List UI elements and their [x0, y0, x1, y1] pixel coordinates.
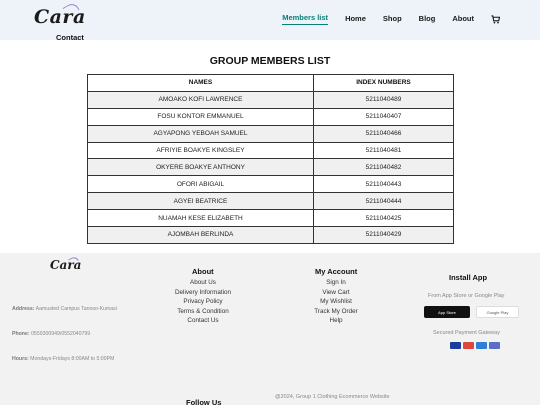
about-links	[168, 279, 238, 326]
table-row	[88, 108, 454, 125]
brand-logo[interactable]	[34, 6, 86, 28]
members-table-body	[88, 91, 454, 243]
member-index-cell: 5211040466	[314, 125, 454, 142]
footer-link-my-wishlist[interactable]: My Wishlist	[320, 298, 352, 306]
follow-us-title: Follow Us	[186, 398, 222, 405]
member-index-cell: 5211040443	[314, 176, 454, 193]
footer-logo-text: Cara	[50, 258, 82, 272]
mastercard-icon	[463, 342, 474, 349]
member-name-cell: AMOAKO KOFI LAWRENCE	[88, 91, 314, 108]
about-title: About	[192, 267, 214, 276]
nav-home[interactable]: Home	[345, 13, 366, 23]
visa-icon	[450, 342, 461, 349]
contact-address	[12, 306, 117, 312]
member-name-cell: OFORI ABIGAIL	[88, 176, 314, 193]
contact-title: Contact	[56, 33, 84, 42]
phone-value: 0559300949/0552040799	[31, 331, 91, 337]
footer-link-sign-in[interactable]: Sign In	[326, 279, 346, 286]
nav-about[interactable]: About	[452, 13, 474, 23]
member-index-cell: 5211040429	[314, 227, 454, 244]
member-name-cell: AFRIYIE BOAKYE KINGSLEY	[88, 142, 314, 159]
app-store-label: App Store	[438, 309, 456, 315]
member-index-cell: 5211040489	[314, 91, 454, 108]
table-row	[88, 91, 454, 108]
table-row	[88, 176, 454, 193]
table-row	[88, 125, 454, 142]
account-title: My Account	[315, 267, 358, 276]
member-index-cell: 5211040482	[314, 159, 454, 176]
table-row	[88, 159, 454, 176]
table-row	[88, 193, 454, 210]
members-table	[87, 74, 454, 244]
nav-blog[interactable]: Blog	[418, 13, 436, 23]
member-index-cell: 5211040444	[314, 193, 454, 210]
google-play-button[interactable]	[476, 306, 519, 318]
page-title: GROUP MEMBERS LIST	[209, 55, 331, 67]
phone-label: Phone:	[12, 331, 30, 337]
contact-phone	[12, 331, 90, 337]
hours-value: Mondays-Fridays 8:00AM to 5:00PM	[30, 356, 115, 362]
footer-link-help[interactable]: Help	[329, 317, 343, 325]
member-name-cell: AGYEI BEATRICE	[88, 193, 314, 210]
payment-gateway-text: Secured Payment Gateway	[433, 330, 500, 336]
table-row	[88, 142, 454, 159]
install-app-title: Install App	[449, 273, 488, 282]
nav-members-list[interactable]: Members list	[282, 13, 328, 25]
address-value: Aamusted Campus Tanoso-Kumasi	[35, 306, 117, 312]
footer-logo[interactable]	[50, 258, 81, 272]
table-row	[88, 227, 454, 244]
footer-link-terms-condition[interactable]: Terms & Condition	[177, 307, 229, 315]
contact-hours	[12, 356, 114, 362]
payment-cards	[450, 342, 500, 349]
table-header-row	[88, 75, 454, 92]
footer-link-privacy-policy[interactable]: Privacy Policy	[183, 298, 223, 306]
hours-label: Hours:	[12, 356, 29, 362]
maestro-icon	[476, 342, 487, 349]
brand-logo-text: Cara	[34, 6, 86, 28]
google-play-label: Google Play	[486, 309, 509, 315]
member-name-cell: FOSU KONTOR EMMANUEL	[88, 108, 314, 125]
member-name-cell: AJOMBAH BERLINDA	[88, 227, 314, 244]
nav-shop[interactable]: Shop	[382, 13, 402, 23]
column-header-index: INDEX NUMBERS	[314, 75, 454, 92]
column-header-names: NAMES	[88, 75, 314, 92]
card-icon	[489, 342, 500, 349]
member-index-cell: 5211040407	[314, 108, 454, 125]
cart-icon[interactable]	[491, 15, 500, 24]
table-row	[88, 210, 454, 227]
member-index-cell: 5211040481	[314, 142, 454, 159]
footer-link-about-us[interactable]: About Us	[190, 279, 216, 286]
member-name-cell: OKYERE BOAKYE ANTHONY	[88, 159, 314, 176]
footer-link-track-my-order[interactable]: Track My Order	[314, 307, 358, 315]
member-index-cell: 5211040425	[314, 210, 454, 227]
main-nav	[282, 13, 500, 25]
app-store-button[interactable]	[424, 306, 470, 318]
copyright-text: @2024, Group 1 Clothing Ecommerce Website	[275, 394, 390, 400]
footer-link-view-cart[interactable]: View Cart	[322, 288, 350, 296]
install-app-subtitle: From App Store or Google Play	[428, 293, 505, 299]
member-name-cell: NUAMAH KESE ELIZABETH	[88, 210, 314, 227]
account-links	[301, 279, 371, 326]
footer-link-contact-us[interactable]: Contact Us	[187, 317, 219, 325]
member-name-cell: AGYAPONG YEBOAH SAMUEL	[88, 125, 314, 142]
address-label: Address:	[12, 306, 35, 312]
footer-link-delivery-information[interactable]: Delivery Information	[175, 288, 231, 296]
